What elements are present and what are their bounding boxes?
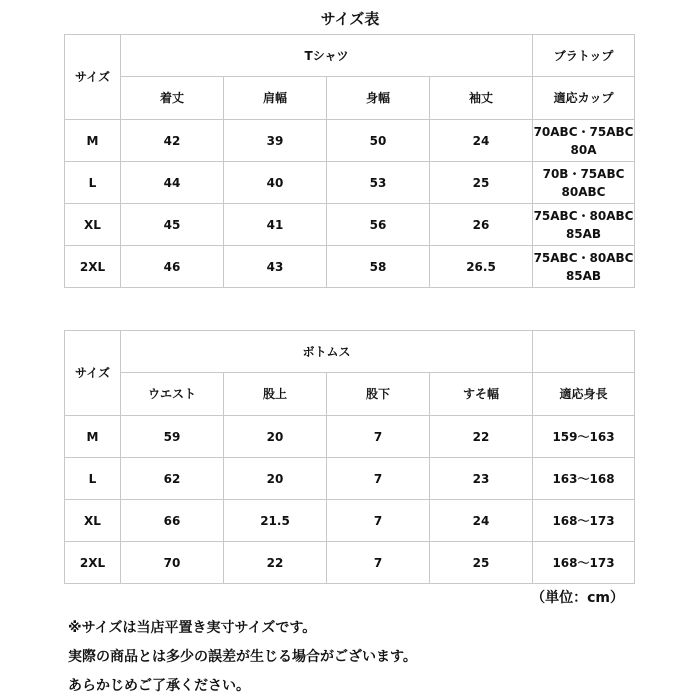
value-cell: 24 (430, 500, 533, 542)
cup-line: 85AB (565, 268, 602, 283)
value-cell: 7 (327, 458, 430, 500)
value-cell: 56 (327, 204, 430, 246)
size-cell: M (65, 416, 121, 458)
bottoms-size-table (64, 330, 635, 584)
cup-line: 75ABC・80ABC (533, 208, 634, 223)
value-cell: 7 (327, 542, 430, 584)
column-header: 股下 (327, 373, 430, 416)
value-cell: 26.5 (430, 246, 533, 288)
size-cell: M (65, 120, 121, 162)
tshirt-group-header: Tシャツ (121, 35, 533, 77)
cup-cell (533, 204, 635, 246)
column-header: 袖丈 (430, 77, 533, 120)
size-cell: L (65, 162, 121, 204)
value-cell: 20 (224, 416, 327, 458)
value-cell: 168～173 (533, 542, 635, 584)
bratop-group-header: ブラトップ (533, 35, 635, 77)
value-cell: 59 (121, 416, 224, 458)
value-cell: 40 (224, 162, 327, 204)
table-row (65, 542, 635, 584)
size-header: サイズ (65, 35, 121, 120)
cup-line: 70B・75ABC (542, 166, 625, 181)
column-header: 適応身長 (533, 373, 635, 416)
value-cell: 163～168 (533, 458, 635, 500)
size-cell: XL (65, 204, 121, 246)
size-cell: 2XL (65, 542, 121, 584)
value-cell: 66 (121, 500, 224, 542)
empty-header-cell (533, 331, 635, 373)
table-row (65, 246, 635, 288)
cup-cell (533, 246, 635, 288)
column-header: すそ幅 (430, 373, 533, 416)
table-row (65, 204, 635, 246)
cup-line: 85AB (565, 226, 602, 241)
value-cell: 50 (327, 120, 430, 162)
cup-line: 80A (570, 142, 597, 157)
table-row (65, 162, 635, 204)
column-header: 肩幅 (224, 77, 327, 120)
value-cell: 53 (327, 162, 430, 204)
note-line: 実際の商品とは多少の誤差が生じる場合がございます。 (68, 649, 417, 665)
table-header-row (65, 331, 635, 373)
value-cell: 168～173 (533, 500, 635, 542)
value-cell: 41 (224, 204, 327, 246)
table-row (65, 458, 635, 500)
size-cell: XL (65, 500, 121, 542)
size-cell: L (65, 458, 121, 500)
value-cell: 42 (121, 120, 224, 162)
value-cell: 23 (430, 458, 533, 500)
note-line: あらかじめご了承ください。 (68, 678, 250, 694)
table-row (65, 120, 635, 162)
column-header: 股上 (224, 373, 327, 416)
table-row (65, 500, 635, 542)
cup-line: 70ABC・75ABC (533, 124, 634, 139)
size-cell: 2XL (65, 246, 121, 288)
cup-line: 75ABC・80ABC (533, 250, 634, 265)
value-cell: 159～163 (533, 416, 635, 458)
value-cell: 62 (121, 458, 224, 500)
cup-cell (533, 162, 635, 204)
value-cell: 44 (121, 162, 224, 204)
value-cell: 25 (430, 162, 533, 204)
value-cell: 25 (430, 542, 533, 584)
value-cell: 70 (121, 542, 224, 584)
value-cell: 21.5 (224, 500, 327, 542)
value-cell: 45 (121, 204, 224, 246)
value-cell: 20 (224, 458, 327, 500)
value-cell: 7 (327, 416, 430, 458)
value-cell: 46 (121, 246, 224, 288)
bottoms-group-header: ボトムス (121, 331, 533, 373)
page-title: サイズ表 (320, 10, 380, 28)
value-cell: 58 (327, 246, 430, 288)
value-cell: 43 (224, 246, 327, 288)
size-header: サイズ (65, 331, 121, 416)
cup-cell (533, 120, 635, 162)
column-header: ウエスト (121, 373, 224, 416)
value-cell: 22 (430, 416, 533, 458)
value-cell: 39 (224, 120, 327, 162)
column-header: 適応カップ (533, 77, 635, 120)
value-cell: 26 (430, 204, 533, 246)
value-cell: 22 (224, 542, 327, 584)
column-header: 着丈 (121, 77, 224, 120)
table-header-row (65, 35, 635, 77)
value-cell: 7 (327, 500, 430, 542)
note-line: ※サイズは当店平置き実寸サイズです。 (68, 620, 317, 636)
cup-line: 80ABC (561, 184, 606, 199)
value-cell: 24 (430, 120, 533, 162)
table-subheader-row (65, 373, 635, 416)
tshirt-size-table (64, 34, 635, 288)
table-subheader-row (65, 77, 635, 120)
column-header: 身幅 (327, 77, 430, 120)
table-row (65, 416, 635, 458)
unit-label: （単位：cm） (531, 590, 624, 606)
